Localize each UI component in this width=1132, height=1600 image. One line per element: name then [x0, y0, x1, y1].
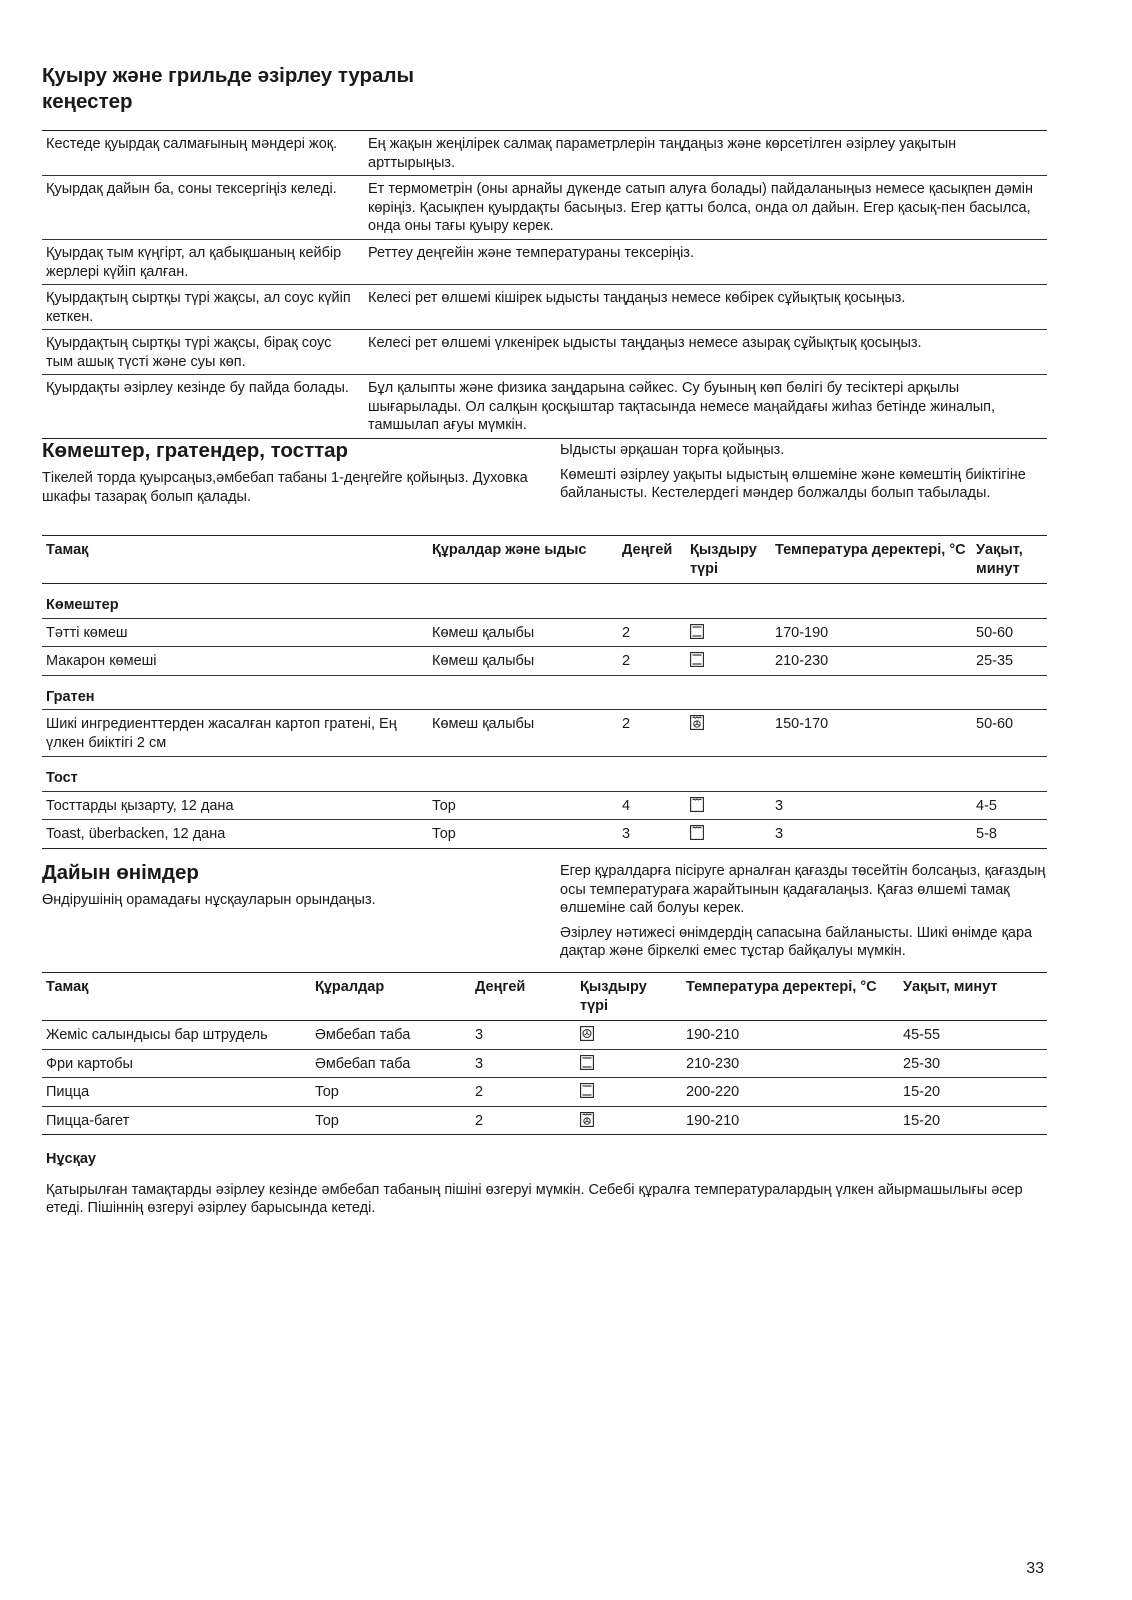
casserole-intro-right — [560, 441, 1048, 503]
table-row — [42, 1021, 1047, 1050]
cell-level: 2 — [471, 1078, 576, 1107]
cell-level: 2 — [471, 1106, 576, 1135]
tip-problem: Қуырдақ дайын ба, соны тексергіңіз келеді. — [42, 176, 364, 240]
cell-time: 50-60 — [972, 618, 1047, 647]
cell-equipment: Әмбебап таба — [311, 1021, 471, 1050]
cell-level: 3 — [471, 1021, 576, 1050]
tips-table — [42, 130, 1047, 439]
tip-problem: Кестеде қуырдақ салмағының мәндері жоқ. — [42, 131, 364, 176]
ready-table — [42, 972, 1047, 1135]
cell-temp: 150-170 — [771, 710, 972, 757]
ready-title: Дайын өнімдер — [42, 861, 199, 884]
hot-air-icon — [580, 1026, 594, 1041]
cell-time: 25-30 — [899, 1049, 1047, 1078]
cell-level: 2 — [618, 618, 686, 647]
cell-level: 4 — [618, 791, 686, 820]
group-title: Гратен — [42, 675, 1047, 710]
tips-row — [42, 131, 1047, 176]
table-row — [42, 618, 1047, 647]
col-heating: Қыздыру түрі — [686, 536, 771, 584]
casserole-left-text: Тікелей торда қуырсаңыз,әмбебап табаны 1-деңгейге қойыңыз. Духовка шкафы тазарақ болып қалады. — [42, 470, 528, 505]
cell-equipment: Тор — [311, 1078, 471, 1107]
tip-problem: Қуырдақтың сыртқы түрі жақсы, ал соус күйіп кеткен. — [42, 285, 364, 330]
group-title: Тост — [42, 757, 1047, 792]
table-row — [42, 820, 1047, 849]
table-row — [42, 1106, 1047, 1135]
group-row — [42, 584, 1047, 619]
casserole-table-wrap — [42, 535, 1047, 849]
tip-advice: Ет термометрін (оны арнайы дүкенде сатып алуға болады) пайдаланыңыз немесе қасықпен дәмін көріңіз. Қасықпен қуырдақты басыңыз. Егер қатты болса, онда ол дайын. Егер қасық-пен басылса, онда оны тағы қуыру керек. — [364, 176, 1047, 240]
table-row — [42, 791, 1047, 820]
table-row — [42, 1049, 1047, 1078]
casserole-right-p2: Көмешті әзірлеу уақыты ыдыстың өлшеміне және көмештің биіктігіне байланысты. Кестелердегі мәндер болжалды болып табылады. — [560, 466, 1026, 502]
grill-icon — [690, 825, 704, 840]
tip-advice: Реттеу деңгейін және температураны тексеріңіз. — [364, 239, 1047, 284]
cell-heating — [576, 1078, 682, 1107]
cell-level: 3 — [618, 820, 686, 849]
cell-heating — [686, 820, 771, 849]
cell-time: 4-5 — [972, 791, 1047, 820]
tip-advice: Келесі рет өлшемі кішірек ыдысты таңдаңыз немесе көбірек сұйықтық қосыңыз. — [364, 285, 1047, 330]
cell-food: Пицца — [42, 1078, 311, 1107]
tips-row — [42, 176, 1047, 240]
col-equipment: Құралдар — [311, 973, 471, 1021]
tip-problem: Қуырдақты әзірлеу кезінде бу пайда болады. — [42, 375, 364, 439]
tip-advice: Бұл қалыпты және физика заңдарына сәйкес. Су буының көп бөлігі бу тесіктері арқылы шығарылады. Ол салқын қосқыштар тақтасында немесе маңайдағы жиһаз бетінде жиналып, тамшылап ағуы мүмкін. — [364, 375, 1047, 439]
cell-food: Шикі ингредиенттерден жасалған картоп гратені, Ең үлкен биіктігі 2 см — [42, 710, 428, 757]
grill-icon — [690, 797, 704, 812]
top-bottom-heat-icon — [580, 1055, 594, 1070]
col-heating: Қыздыру түрі — [576, 973, 682, 1021]
tip-problem: Қуырдақтың сыртқы түрі жақсы, бірақ соус тым ашық түсті және суы көп. — [42, 330, 364, 375]
cell-time: 50-60 — [972, 710, 1047, 757]
col-level: Деңгей — [471, 973, 576, 1021]
casserole-table — [42, 535, 1047, 849]
note-block — [46, 1150, 1046, 1218]
cell-time: 5-8 — [972, 820, 1047, 849]
ready-right-p1: Егер құралдарға пісіруге арналған қағазды төсейтін болсаңыз, қағаздың осы температураға жарайтынын қадағалаңыз. Қағаз өлшемі тамақ өлшеміне сай болуы керек. — [560, 863, 1046, 917]
cell-time: 45-55 — [899, 1021, 1047, 1050]
cell-food: Жеміс салындысы бар штрудель — [42, 1021, 311, 1050]
cell-temp: 190-210 — [682, 1021, 899, 1050]
col-food: Тамақ — [42, 536, 428, 584]
cell-level: 2 — [618, 647, 686, 676]
ready-header-row — [42, 973, 1047, 1021]
cell-time: 15-20 — [899, 1078, 1047, 1107]
cell-temp: 3 — [771, 791, 972, 820]
cell-temp: 170-190 — [771, 618, 972, 647]
group-row — [42, 757, 1047, 792]
ready-left-text: Өндірушінің орамадағы нұсқауларын орындаңыз. — [42, 892, 376, 909]
cell-temp: 200-220 — [682, 1078, 899, 1107]
ready-table-wrap — [42, 972, 1047, 1135]
casserole-right-p1: Ыдысты әрқашан торға қойыңыз. — [560, 442, 785, 458]
cell-equipment: Тор — [428, 820, 618, 849]
cell-temp: 210-230 — [771, 647, 972, 676]
cell-level: 2 — [618, 710, 686, 757]
tips-title: Қуыру және грильде әзірлеу туралы кеңестер — [42, 64, 414, 113]
cell-food: Пицца-багет — [42, 1106, 311, 1135]
top-bottom-heat-icon — [580, 1083, 594, 1098]
cell-heating — [686, 710, 771, 757]
cell-level: 3 — [471, 1049, 576, 1078]
cell-food: Тосттарды қызарту, 12 дана — [42, 791, 428, 820]
ready-right-p2: Әзірлеу нәтижесі өнімдердің сапасына байланысты. Шикі өнімде қара дақтар және біркелкі емес тұстар байқалуы мүмкін. — [560, 924, 1033, 960]
tips-row — [42, 239, 1047, 284]
hot-air-grill-icon — [580, 1112, 594, 1127]
cell-food: Toast, überbacken, 12 дана — [42, 820, 428, 849]
cell-equipment: Әмбебап таба — [311, 1049, 471, 1078]
cell-food: Макарон көмеші — [42, 647, 428, 676]
tip-advice: Ең жақын жеңілірек салмақ параметрлерін таңдаңыз және көрсетілген әзірлеу уақытын арттырыңыз. — [364, 131, 1047, 176]
col-temp: Температура деректері, °C — [682, 973, 899, 1021]
cell-heating — [576, 1049, 682, 1078]
cell-equipment: Көмеш қалыбы — [428, 618, 618, 647]
table-row — [42, 1078, 1047, 1107]
ready-intro-left — [42, 860, 532, 910]
cell-heating — [686, 618, 771, 647]
tips-section — [42, 63, 1047, 439]
page-number: 33 — [1026, 1560, 1044, 1577]
cell-equipment: Көмеш қалыбы — [428, 647, 618, 676]
cell-temp: 210-230 — [682, 1049, 899, 1078]
col-time: Уақыт, минут — [972, 536, 1047, 584]
tip-advice: Келесі рет өлшемі үлкенірек ыдысты таңдаңыз немесе азырақ сұйықтық қосыңыз. — [364, 330, 1047, 375]
cell-food: Тәтті көмеш — [42, 618, 428, 647]
table-row — [42, 710, 1047, 757]
col-level: Деңгей — [618, 536, 686, 584]
casserole-header-row — [42, 536, 1047, 584]
tips-row — [42, 375, 1047, 439]
note-text: Қатырылған тамақтарды әзірлеу кезінде әмбебап табаның пішіні өзгеруі мүмкін. Себебі құралға температуралардың үлкен айырмашылығы әсер етеді. Пішіннің өзгеруі әзірлеу барысында кетеді. — [46, 1181, 1023, 1217]
tips-row — [42, 285, 1047, 330]
group-title: Көмештер — [42, 584, 1047, 619]
cell-temp: 3 — [771, 820, 972, 849]
note-title: Нұсқау — [46, 1151, 96, 1167]
cell-equipment: Тор — [428, 791, 618, 820]
col-time: Уақыт, минут — [899, 973, 1047, 1021]
casserole-title: Көмештер, гратендер, тосттар — [42, 439, 349, 462]
cell-food: Фри картобы — [42, 1049, 311, 1078]
cell-time: 25-35 — [972, 647, 1047, 676]
cell-heating — [686, 791, 771, 820]
cell-heating — [576, 1106, 682, 1135]
cell-equipment: Тор — [311, 1106, 471, 1135]
top-bottom-heat-icon — [690, 652, 704, 667]
col-equipment: Құралдар және ыдыс — [428, 536, 618, 584]
cell-heating — [686, 647, 771, 676]
hot-air-grill-icon — [690, 715, 704, 730]
ready-intro-right — [560, 862, 1048, 961]
tips-row — [42, 330, 1047, 375]
tip-problem: Қуырдақ тым күңгірт, ал қабықшаның кейбір жерлері күйіп қалған. — [42, 239, 364, 284]
table-row — [42, 647, 1047, 676]
group-row — [42, 675, 1047, 710]
col-temp: Температура деректері, °C — [771, 536, 972, 584]
cell-heating — [576, 1021, 682, 1050]
top-bottom-heat-icon — [690, 624, 704, 639]
col-food: Тамақ — [42, 973, 311, 1021]
cell-equipment: Көмеш қалыбы — [428, 710, 618, 757]
cell-time: 15-20 — [899, 1106, 1047, 1135]
casserole-intro-left — [42, 438, 532, 506]
cell-temp: 190-210 — [682, 1106, 899, 1135]
